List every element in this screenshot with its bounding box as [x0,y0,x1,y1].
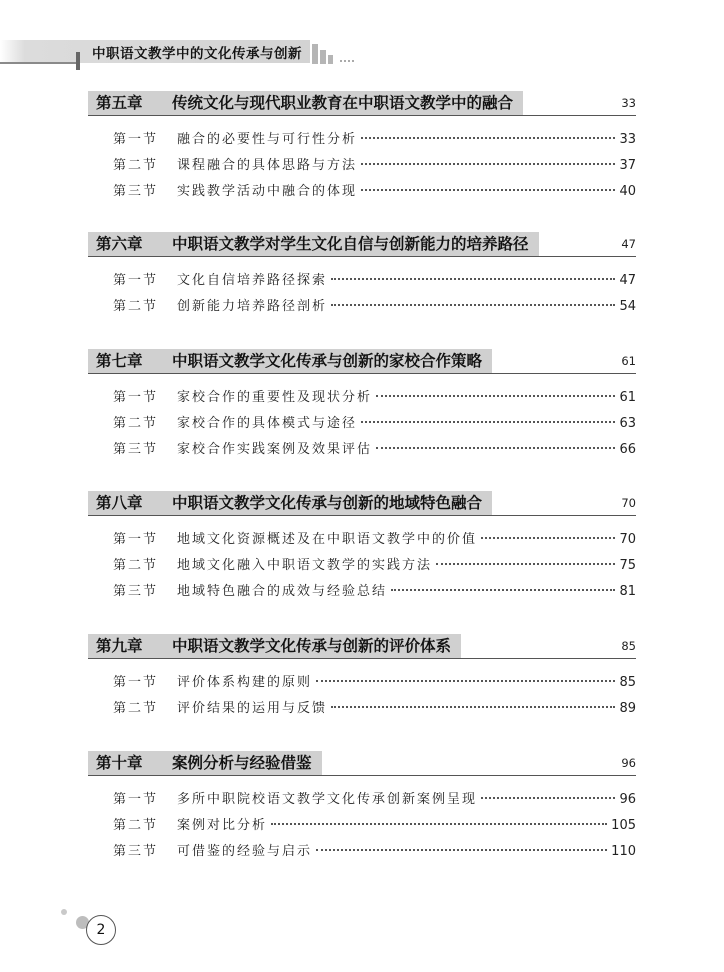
section-page-number: 54 [619,299,636,314]
section-number: 第三节 [113,584,159,599]
dot-leader [361,189,615,191]
section-page-number: 47 [619,273,636,288]
section-title: 地域文化资源概述及在中职语文教学中的价值 [177,532,478,547]
chapter-9 [88,634,636,722]
chapter-heading-row [88,634,636,660]
dot-leader [361,421,615,423]
section-number: 第一节 [113,532,159,547]
section-number: 第三节 [113,442,159,457]
section-number: 第二节 [113,558,159,573]
section-page-number: 33 [619,132,636,147]
toc-entry[interactable] [88,553,636,579]
section-title: 评价体系构建的原则 [177,675,313,690]
dot-leader [331,278,615,280]
chapter-heading-row [88,491,636,517]
toc-entry[interactable] [88,696,636,722]
dot-leader [316,849,607,851]
section-number: 第一节 [113,675,159,690]
dot-leader [376,447,615,449]
chapter-title: 中职语文教学文化传承与创新的地域特色融合 [172,494,483,512]
page-number: 2 [86,915,116,945]
dot-leader [361,137,615,139]
chapter-page-number: 85 [621,639,636,653]
section-number: 第二节 [113,299,159,314]
toc-entry[interactable] [88,127,636,153]
section-list [88,385,636,463]
chapter-heading[interactable] [88,751,322,775]
header-hook-mark [76,52,80,70]
chapter-page-number: 70 [621,496,636,510]
section-list [88,670,636,722]
dot-leader [481,797,615,799]
section-title: 案例对比分析 [177,818,268,833]
chapter-page-number: 96 [621,756,636,770]
chapter-title: 中职语文教学文化传承与创新的家校合作策略 [172,352,483,370]
section-page-number: 85 [619,675,636,690]
chapter-title: 案例分析与经验借鉴 [172,754,312,772]
chapter-rule [88,775,636,776]
section-title: 创新能力培养路径剖析 [177,299,328,314]
toc-entry[interactable] [88,670,636,696]
toc-entry[interactable] [88,787,636,813]
section-page-number: 70 [619,532,636,547]
toc-entry[interactable] [88,411,636,437]
section-title: 可借鉴的经验与启示 [177,844,313,859]
chapter-heading-row [88,91,636,117]
section-list [88,268,636,320]
toc-entry[interactable] [88,579,636,605]
section-list [88,787,636,865]
chapter-heading-row [88,751,636,777]
chapter-number: 第五章 [96,94,143,112]
section-page-number: 61 [619,390,636,405]
section-number: 第一节 [113,132,159,147]
section-title: 家校合作的重要性及现状分析 [177,390,373,405]
section-title: 地域文化融入中职语文教学的实践方法 [177,558,433,573]
chapter-number: 第八章 [96,494,143,512]
toc-entry[interactable] [88,813,636,839]
toc-entry[interactable] [88,268,636,294]
chapter-heading[interactable] [88,634,461,658]
section-title: 评价结果的运用与反馈 [177,701,328,716]
chapter-rule [88,256,636,257]
dot-leader [376,395,615,397]
section-title: 文化自信培养路径探索 [177,273,328,288]
section-page-number: 40 [619,184,636,199]
dot-leader [331,304,615,306]
chapter-title: 传统文化与现代职业教育在中职语文教学中的融合 [172,94,514,112]
section-page-number: 110 [611,844,636,859]
toc-entry[interactable] [88,179,636,205]
chapter-heading[interactable] [88,232,539,256]
section-page-number: 81 [619,584,636,599]
section-number: 第二节 [113,818,159,833]
toc-entry[interactable] [88,839,636,865]
header-rule [0,62,80,64]
chapter-title: 中职语文教学对学生文化自信与创新能力的培养路径 [172,235,529,253]
chapter-5 [88,91,636,205]
section-page-number: 105 [611,818,636,833]
dot-leader [316,680,615,682]
chapter-number: 第六章 [96,235,143,253]
chapter-10 [88,751,636,865]
running-header-title: 中职语文教学中的文化传承与创新 [92,46,302,62]
dot-leader [391,589,615,591]
chapter-page-number: 61 [621,354,636,368]
chapter-rule [88,515,636,516]
chapter-heading[interactable] [88,91,523,115]
section-number: 第一节 [113,390,159,405]
section-number: 第二节 [113,158,159,173]
chapter-6 [88,232,636,320]
dot-leader [436,563,615,565]
section-page-number: 37 [619,158,636,173]
toc-entry[interactable] [88,385,636,411]
section-number: 第一节 [113,273,159,288]
chapter-number: 第七章 [96,352,143,370]
section-title: 家校合作实践案例及效果评估 [177,442,373,457]
toc-entry[interactable] [88,437,636,463]
dot-leader [331,706,615,708]
chapter-heading-row [88,232,636,258]
section-page-number: 96 [619,792,636,807]
section-title: 地域特色融合的成效与经验总结 [177,584,388,599]
chapter-heading-row [88,349,636,375]
chapter-8 [88,491,636,605]
section-list [88,127,636,205]
chapter-page-number: 33 [621,96,636,110]
section-page-number: 75 [619,558,636,573]
section-page-number: 89 [619,701,636,716]
chapter-number: 第九章 [96,637,143,655]
chapter-heading[interactable] [88,349,492,373]
section-list [88,527,636,605]
page-number-decoration [61,909,67,915]
chapter-page-number: 47 [621,237,636,251]
chapter-rule [88,658,636,659]
section-number: 第二节 [113,701,159,716]
header-decoration-dots [340,60,354,62]
section-number: 第三节 [113,184,159,199]
section-title: 家校合作的具体模式与途径 [177,416,358,431]
section-title: 课程融合的具体思路与方法 [177,158,358,173]
chapter-rule [88,115,636,116]
section-page-number: 63 [619,416,636,431]
chapter-rule [88,373,636,374]
toc-entry[interactable] [88,153,636,179]
section-number: 第三节 [113,844,159,859]
dot-leader [361,163,615,165]
dot-leader [481,537,615,539]
section-title: 多所中职院校语文教学文化传承创新案例呈现 [177,792,478,807]
section-number: 第一节 [113,792,159,807]
section-title: 实践教学活动中融合的体现 [177,184,358,199]
section-title: 融合的必要性与可行性分析 [177,132,358,147]
toc-entry[interactable] [88,294,636,320]
toc-entry[interactable] [88,527,636,553]
dot-leader [271,823,607,825]
section-page-number: 66 [619,442,636,457]
chapter-heading[interactable] [88,491,492,515]
chapter-number: 第十章 [96,754,143,772]
chapter-7 [88,349,636,463]
section-number: 第二节 [113,416,159,431]
chapter-title: 中职语文教学文化传承与创新的评价体系 [172,637,452,655]
